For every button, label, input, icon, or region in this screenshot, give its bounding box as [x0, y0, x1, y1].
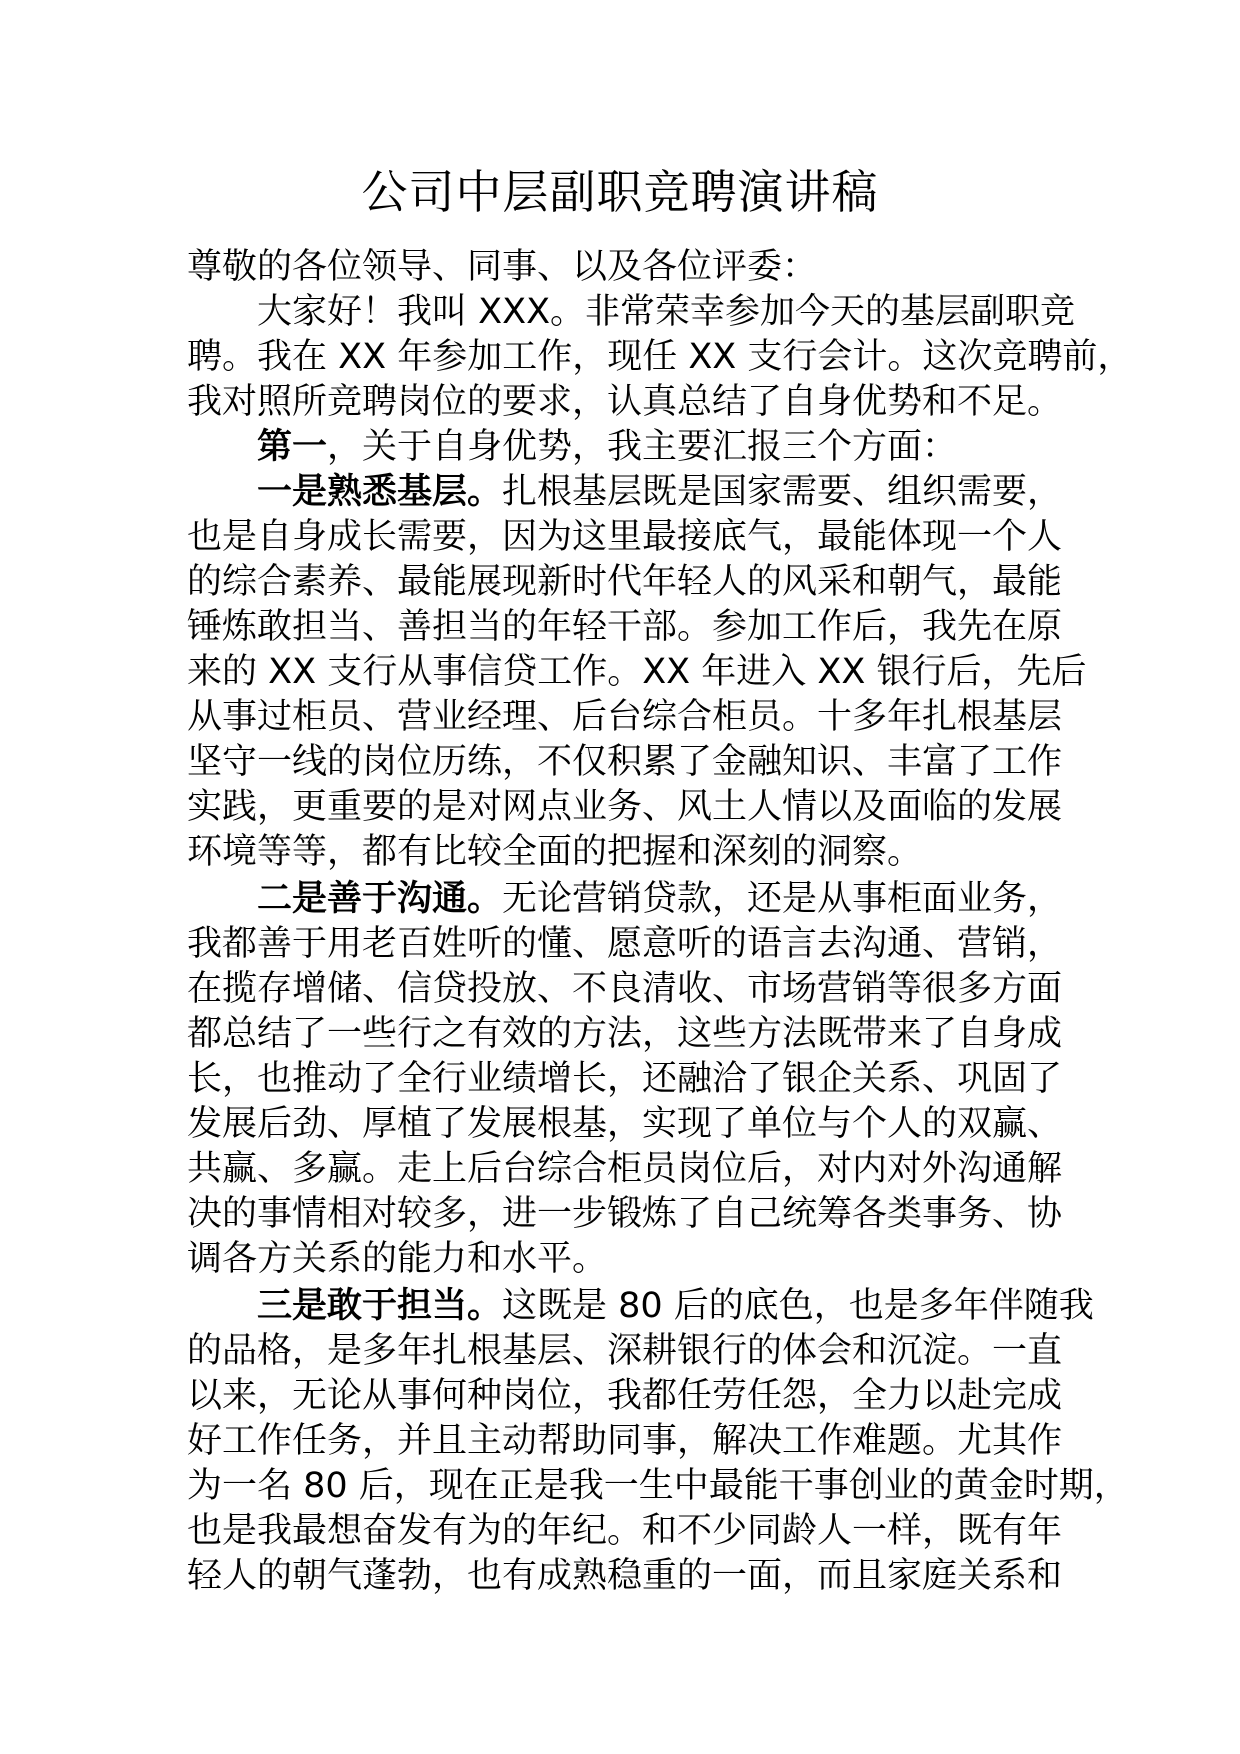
paragraph-line	[187, 1102, 1087, 1147]
line-text: 从事过柜员、营业经理、后台综合柜员。十多年扎根基层	[187, 697, 1063, 737]
paragraph-line	[187, 1419, 1087, 1464]
paragraph-line	[187, 830, 1087, 875]
paragraph-line	[187, 1012, 1087, 1057]
line-text: 以来，无论从事何种岗位，我都任劳任怨，全力以赴完成	[187, 1376, 1063, 1416]
line-text: 调各方关系的能力和水平。	[187, 1239, 608, 1279]
paragraph-line	[187, 967, 1087, 1012]
line-text: 决的事情相对较多，进一步锻炼了自己统筹各类事务、协	[187, 1194, 1063, 1234]
paragraph-line	[187, 650, 1087, 695]
line-text: 的品格，是多年扎根基层、深耕银行的体会和沉淀。一直	[187, 1331, 1063, 1371]
line-text: 好工作任务，并且主动帮助同事，解决工作难题。尤其作	[187, 1421, 1063, 1461]
line-text: 发展后劲、厚植了发展根基，实现了单位与个人的双赢、	[187, 1104, 1063, 1144]
paragraph-line	[187, 1284, 1094, 1329]
paragraph-line	[187, 380, 1087, 425]
line-text: 锤炼敢担当、善担当的年轻干部。参加工作后，我先在原	[187, 607, 1063, 647]
line-text: 尊敬的各位领导、同事、以及各位评委：	[187, 247, 818, 287]
line-text: 这既是 80 后的底色，也是多年伴随我	[502, 1286, 1094, 1326]
line-text: 我对照所竞聘岗位的要求，认真总结了自身优势和不足。	[187, 382, 1063, 422]
paragraph-line	[187, 1374, 1087, 1419]
section-lead: 一是熟悉基层。	[257, 472, 503, 512]
paragraph-line	[187, 515, 1087, 560]
paragraph-line	[187, 1147, 1087, 1192]
line-text: ，关于自身优势，我主要汇报三个方面：	[327, 427, 958, 467]
paragraph-line	[187, 1237, 1087, 1282]
paragraph-line	[187, 1192, 1087, 1237]
line-text: 共赢、多赢。走上后台综合柜员岗位后，对内对外沟通解	[187, 1149, 1063, 1189]
paragraph-line	[187, 1329, 1087, 1374]
line-text: 扎根基层既是国家需要、组织需要，	[502, 472, 1063, 512]
paragraph-line	[187, 877, 1087, 922]
paragraph-line	[187, 605, 1087, 650]
line-text: 无论营销贷款，还是从事柜面业务，	[502, 879, 1063, 919]
line-text: 的综合素养、最能展现新时代年轻人的风采和朝气，最能	[187, 562, 1063, 602]
section-lead: 三是敢于担当。	[257, 1286, 503, 1326]
paragraph-line	[187, 560, 1087, 605]
line-text: 环境等等，都有比较全面的把握和深刻的洞察。	[187, 832, 923, 872]
line-text: 长，也推动了全行业绩增长，还融洽了银企关系、巩固了	[187, 1059, 1063, 1099]
line-text: 轻人的朝气蓬勃，也有成熟稳重的一面，而且家庭关系和	[187, 1556, 1063, 1596]
paragraph-line	[187, 922, 1087, 967]
line-text: 聘。我在 XX 年参加工作，现任 XX 支行会计。这次竞聘前，	[187, 337, 1133, 377]
line-text: 为一名 80 后，现在正是我一生中最能干事创业的黄金时期，	[187, 1466, 1129, 1506]
salutation-line	[187, 245, 1087, 290]
line-text: 坚守一线的岗位历练，不仅积累了金融知识、丰富了工作	[187, 742, 1063, 782]
paragraph-line	[187, 335, 1133, 380]
section-lead: 二是善于沟通。	[257, 879, 503, 919]
paragraph-line	[187, 785, 1087, 830]
paragraph-line	[187, 695, 1087, 740]
line-text: 都总结了一些行之有效的方法，这些方法既带来了自身成	[187, 1014, 1063, 1054]
line-text: 实践，更重要的是对网点业务、风土人情以及面临的发展	[187, 787, 1063, 827]
paragraph-line	[187, 290, 1087, 335]
paragraph-line	[187, 1057, 1087, 1102]
paragraph-line	[187, 1464, 1129, 1509]
paragraph-line	[187, 1554, 1087, 1599]
line-text: 在揽存增储、信贷投放、不良清收、市场营销等很多方面	[187, 969, 1063, 1009]
paragraph-line	[187, 470, 1087, 515]
line-text: 来的 XX 支行从事信贷工作。XX 年进入 XX 银行后，先后	[187, 652, 1087, 692]
paragraph-line	[187, 740, 1087, 785]
section-lead: 第一	[257, 427, 328, 467]
document-title: 公司中层副职竞聘演讲稿	[361, 165, 879, 219]
paragraph-line	[187, 1509, 1087, 1554]
line-text: 也是我最想奋发有为的年纪。和不少同龄人一样，既有年	[187, 1511, 1063, 1551]
paragraph-line	[187, 425, 1087, 470]
line-text: 也是自身成长需要，因为这里最接底气，最能体现一个人	[187, 517, 1063, 557]
document-body	[187, 245, 1133, 1599]
line-text: 大家好！我叫 XXX。非常荣幸参加今天的基层副职竞	[257, 292, 1076, 332]
line-text: 我都善于用老百姓听的懂、愿意听的语言去沟通、营销，	[187, 924, 1063, 964]
